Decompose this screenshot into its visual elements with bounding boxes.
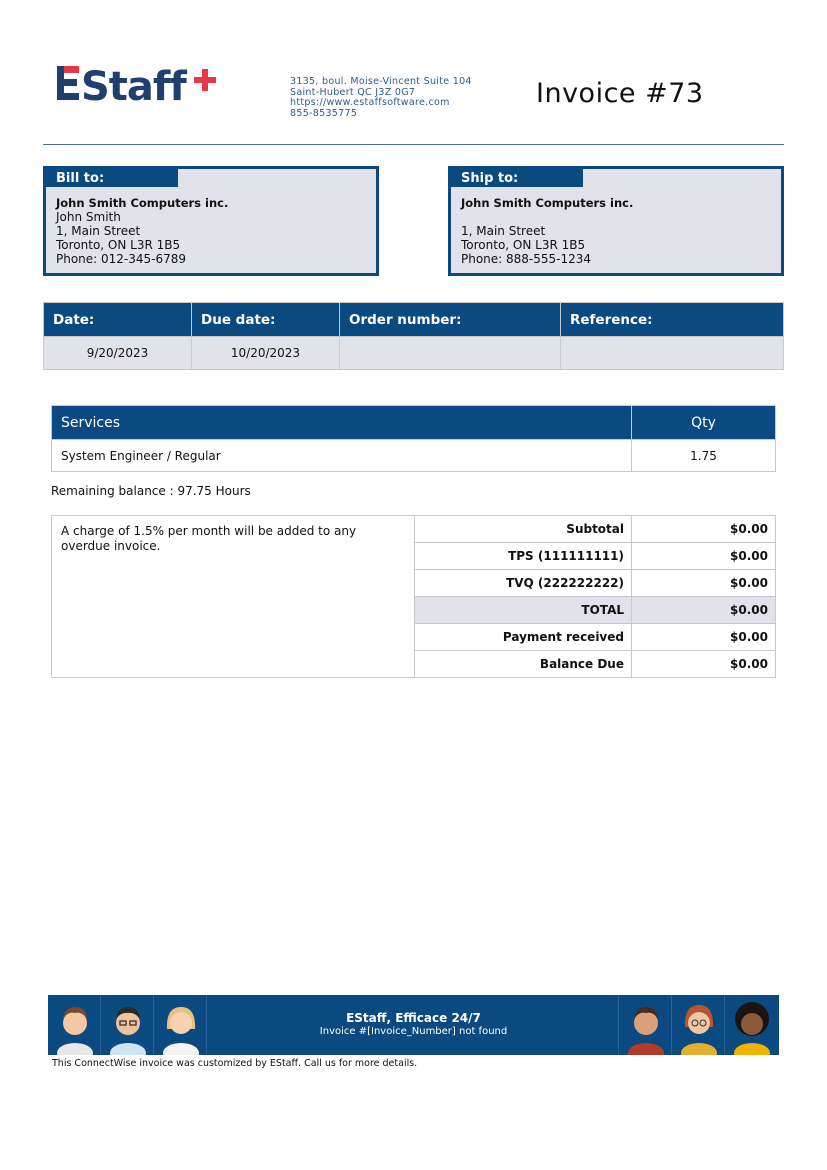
- avatar: [48, 995, 101, 1055]
- date-value: 9/20/2023: [44, 337, 192, 370]
- subtotal-label: Subtotal: [415, 516, 632, 543]
- tps-amount: $0.00: [632, 543, 776, 570]
- total-label: TOTAL: [415, 597, 632, 624]
- order-number-value: [340, 337, 561, 370]
- ship-to-heading: Ship to:: [451, 169, 583, 187]
- avatar: [724, 995, 777, 1055]
- order-number-header: Order number:: [340, 303, 561, 337]
- ship-to-company: John Smith Computers inc.: [461, 196, 634, 210]
- totals-table: [51, 515, 776, 678]
- due-date-header: Due date:: [192, 303, 340, 337]
- bill-to-phone: Phone: 012-345-6789: [56, 252, 187, 266]
- reference-value: [561, 337, 784, 370]
- remaining-balance: Remaining balance : 97.75 Hours: [51, 484, 251, 498]
- services-header: Services: [52, 406, 632, 440]
- ship-to-phone: Phone: 888-555-1234: [461, 252, 592, 266]
- invoice-title: Invoice #73: [536, 78, 704, 109]
- tvq-amount: $0.00: [632, 570, 776, 597]
- customization-credit: This ConnectWise invoice was customized by EStaff. Call us for more details.: [52, 1058, 418, 1069]
- bill-to-contact: John Smith: [56, 210, 121, 224]
- bill-to-box: [43, 166, 379, 276]
- avatar: [671, 995, 724, 1055]
- bill-to-street: 1, Main Street: [56, 224, 141, 238]
- ship-to-contact: [461, 210, 633, 224]
- avatar: [101, 995, 154, 1055]
- footer-text: [208, 1011, 619, 1039]
- balance-due-label: Balance Due: [415, 651, 632, 678]
- estaff-logo: [57, 62, 222, 104]
- bill-to-heading: Bill to:: [46, 169, 178, 187]
- bill-to-city: Toronto, ON L3R 1B5: [56, 238, 181, 252]
- payment-received-label: Payment received: [415, 624, 632, 651]
- reference-header: Reference:: [561, 303, 784, 337]
- bill-to-company: John Smith Computers inc.: [56, 196, 229, 210]
- qty-header: Qty: [632, 406, 776, 440]
- logo-text: Staff: [81, 66, 186, 106]
- company-phone: 855-8535775: [290, 107, 358, 119]
- service-qty: 1.75: [632, 440, 776, 472]
- tps-label: TPS (111111111): [415, 543, 632, 570]
- overdue-note: A charge of 1.5% per month will be added to any overdue invoice.: [52, 516, 415, 678]
- date-header: Date:: [44, 303, 192, 337]
- subtotal-amount: $0.00: [632, 516, 776, 543]
- address-line: 3135, boul. Moise-Vincent Suite 104: [290, 76, 472, 87]
- due-date-value: 10/20/2023: [192, 337, 340, 370]
- header-divider: [43, 144, 784, 145]
- ship-to-box: [448, 166, 784, 276]
- avatar: [154, 995, 207, 1055]
- company-address: [290, 77, 472, 119]
- payment-received-amount: $0.00: [632, 624, 776, 651]
- balance-due-amount: $0.00: [632, 651, 776, 678]
- address-line: Saint-Hubert QC J3Z 0G7: [290, 86, 416, 98]
- tvq-label: TVQ (222222222): [415, 570, 632, 597]
- total-amount: $0.00: [632, 597, 776, 624]
- table-row: [52, 440, 776, 472]
- service-name: System Engineer / Regular: [52, 440, 632, 472]
- footer-subtitle: Invoice #[Invoice_Number] not found: [319, 1026, 508, 1037]
- ship-to-street: 1, Main Street: [461, 224, 546, 238]
- ship-to-city: Toronto, ON L3R 1B5: [461, 238, 586, 252]
- website-link[interactable]: https://www.estaffsoftware.com: [290, 97, 450, 108]
- footer-banner: [48, 995, 779, 1055]
- avatar: [618, 995, 671, 1055]
- footer-title: EStaff, Efficace 24/7: [346, 1011, 481, 1025]
- services-table: [51, 405, 776, 472]
- invoice-meta-table: [43, 302, 784, 370]
- estaff-logo-mark: [57, 66, 222, 106]
